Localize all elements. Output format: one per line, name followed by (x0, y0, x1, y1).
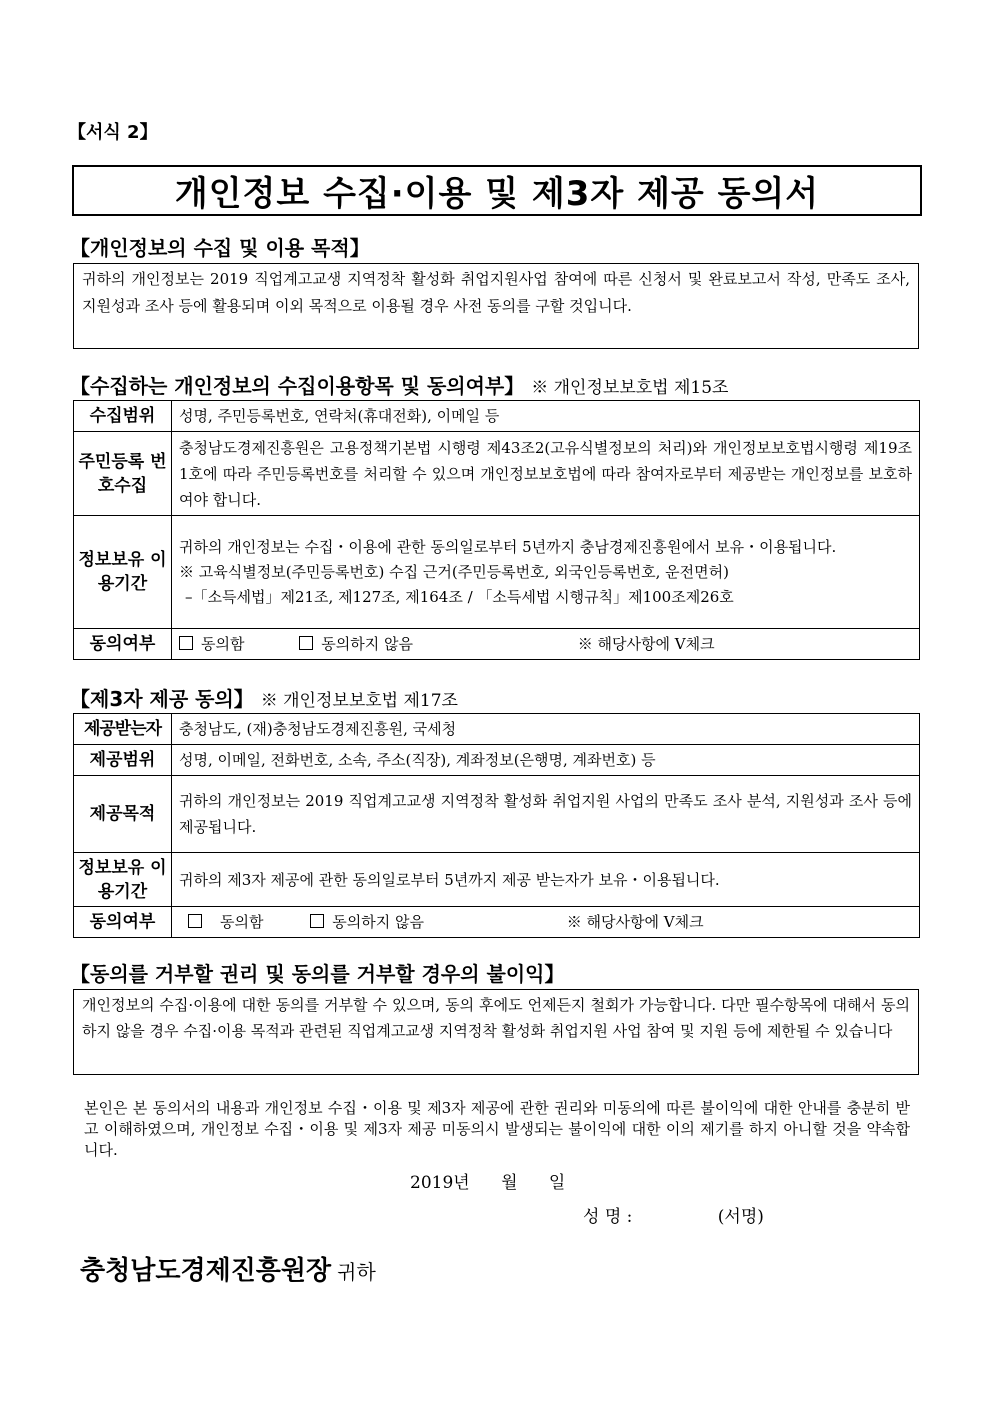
third-party-row-scope (74, 745, 920, 776)
third-party-recipient-label: 제공받는자 (74, 714, 172, 745)
collection-agree-option[interactable] (179, 635, 244, 653)
collection-scope-content: 성명, 주민등록번호, 연락처(휴대전화), 이메일 등 (172, 401, 920, 432)
collection-row-retention (74, 516, 920, 629)
collection-check-note: ※ 해당사항에 V체크 (577, 635, 715, 653)
collection-retention-line-2: ※ 고육식별정보(주민등록번호) 수집 근거(주민등록번호, 외국인등록번호, 운전면허) (179, 562, 729, 581)
third-party-disagree-label: 동의하지 않음 (332, 913, 424, 931)
third-party-consent-options (172, 907, 920, 938)
signature-line (583, 1202, 764, 1227)
third-party-purpose-label: 제공목적 (74, 776, 172, 853)
collection-disagree-option[interactable] (299, 635, 413, 653)
collection-consent-options (172, 629, 920, 660)
form-number: 【서식 2】 (68, 122, 158, 143)
third-party-agree-checkbox[interactable] (188, 914, 202, 928)
collection-consent-label: 동의여부 (74, 629, 172, 660)
third-party-retention-label: 정보보유 이용기간 (74, 853, 172, 907)
collection-table (73, 400, 920, 660)
collection-disagree-checkbox[interactable] (299, 636, 313, 650)
document-title: 개인정보 수집·이용 및 제3자 제공 동의서 (72, 165, 922, 216)
third-party-retention-content: 귀하의 제3자 제공에 관한 동의일로부터 5년까지 제공 받는자가 보유・이용됩니다. (172, 853, 920, 907)
name-label: 성 명 : (583, 1207, 633, 1227)
third-party-heading-text: 【제3자 제공 동의】 (70, 687, 254, 711)
collection-retention-label: 정보보유 이용기간 (74, 516, 172, 629)
purpose-body: 귀하의 개인정보는 2019 직업계고교생 지역정착 활성화 취업지원사업 참여에 따른 신청서 및 완료보고서 작성, 만족도 조사, 지원성과 조사 등에 활용되며 이외 목적으로 이용될 경우 사전 동의를 구할 것입니다. (73, 263, 919, 349)
collection-rrn-label: 주민등록 번호수집 (74, 432, 172, 516)
refusal-heading (70, 958, 564, 987)
recipient (80, 1250, 376, 1287)
third-party-scope-content: 성명, 이메일, 전화번호, 소속, 주소(직장), 계좌정보(은행명, 계좌번호) 등 (172, 745, 920, 776)
collection-scope-label: 수집범위 (74, 401, 172, 432)
third-party-table (73, 713, 920, 938)
third-party-agree-option[interactable] (188, 913, 263, 931)
third-party-row-retention (74, 853, 920, 907)
purpose-heading-text: 【개인정보의 수집 및 이용 목적】 (70, 236, 370, 260)
recipient-name: 충청남도경제진흥원장 (80, 1256, 332, 1286)
date-line: 2019년 월 일 (410, 1173, 566, 1193)
collection-agree-label: 동의함 (201, 635, 245, 653)
third-party-check-note: ※ 해당사항에 V체크 (566, 913, 704, 931)
refusal-heading-text: 【동의를 거부할 권리 및 동의를 거부할 경우의 불이익】 (70, 962, 565, 986)
collection-retention-line-3: –「소득세법」제21조, 제127조, 제164조 / 「소득세법 시행규칙」제100조제26호 (185, 587, 734, 606)
collection-row-rrn (74, 432, 920, 516)
collection-row-consent (74, 629, 920, 660)
third-party-row-consent (74, 907, 920, 938)
collection-heading-text: 【수집하는 개인정보의 수집이용항목 및 동의여부】 (70, 374, 525, 398)
collection-retention-content (172, 516, 920, 629)
recipient-suffix: 귀하 (337, 1260, 376, 1284)
collection-retention-line-1: 귀하의 개인정보는 수집・이용에 관한 동의일로부터 5년까지 충남경제진흥원에서 보유・이용됩니다. (179, 537, 837, 556)
third-party-row-recipient (74, 714, 920, 745)
third-party-scope-label: 제공범위 (74, 745, 172, 776)
third-party-disagree-checkbox[interactable] (310, 914, 324, 928)
purpose-heading (70, 232, 370, 261)
third-party-disagree-option[interactable] (310, 913, 424, 931)
third-party-heading (70, 683, 458, 712)
collection-row-scope (74, 401, 920, 432)
collection-agree-checkbox[interactable] (179, 636, 193, 650)
collection-rrn-content: 충청남도경제진흥원은 고용정책기본법 시행령 제43조2(고유식별정보의 처리)와 개인정보보호법시행령 제19조1호에 따라 주민등록번호를 처리할 수 있으며 개인정보보호법에 따라 참여자로부터 제공받는 개인정보를 보호하여야 합니다. (172, 432, 920, 516)
collection-heading (70, 370, 728, 399)
collection-law-note: ※ 개인정보보호법 제15조 (531, 378, 729, 398)
signature-label: (서명) (717, 1207, 764, 1227)
third-party-purpose-content: 귀하의 개인정보는 2019 직업계고교생 지역정착 활성화 취업지원 사업의 만족도 조사 분석, 지원성과 조사 등에 제공됩니다. (172, 776, 920, 853)
third-party-consent-label: 동의여부 (74, 907, 172, 938)
third-party-row-purpose (74, 776, 920, 853)
third-party-law-note: ※ 개인정보보호법 제17조 (260, 691, 458, 711)
collection-disagree-label: 동의하지 않음 (321, 635, 413, 653)
pledge-text: 본인은 본 동의서의 내용과 개인정보 수집・이용 및 제3자 제공에 관한 권리와 미동의에 따른 불이익에 대한 안내를 충분히 받고 이해하였으며, 개인정보 수집・이용 및 제3자 제공 미동의시 발생되는 불이익에 대한 이의 제기를 하지 아니할 것을 약속합니다. (84, 1099, 910, 1159)
third-party-recipient-content: 충청남도, (재)충청남도경제진흥원, 국세청 (172, 714, 920, 745)
third-party-agree-label: 동의함 (220, 913, 264, 931)
refusal-body: 개인정보의 수집·이용에 대한 동의를 거부할 수 있으며, 동의 후에도 언제든지 철회가 가능합니다. 다만 필수항목에 대해서 동의하지 않을 경우 수집·이용 목적과 관련된 직업계고교생 지역정착 활성화 취업지원 사업 참여 및 지원 등에 제한될 수 있습니다 (73, 989, 919, 1075)
